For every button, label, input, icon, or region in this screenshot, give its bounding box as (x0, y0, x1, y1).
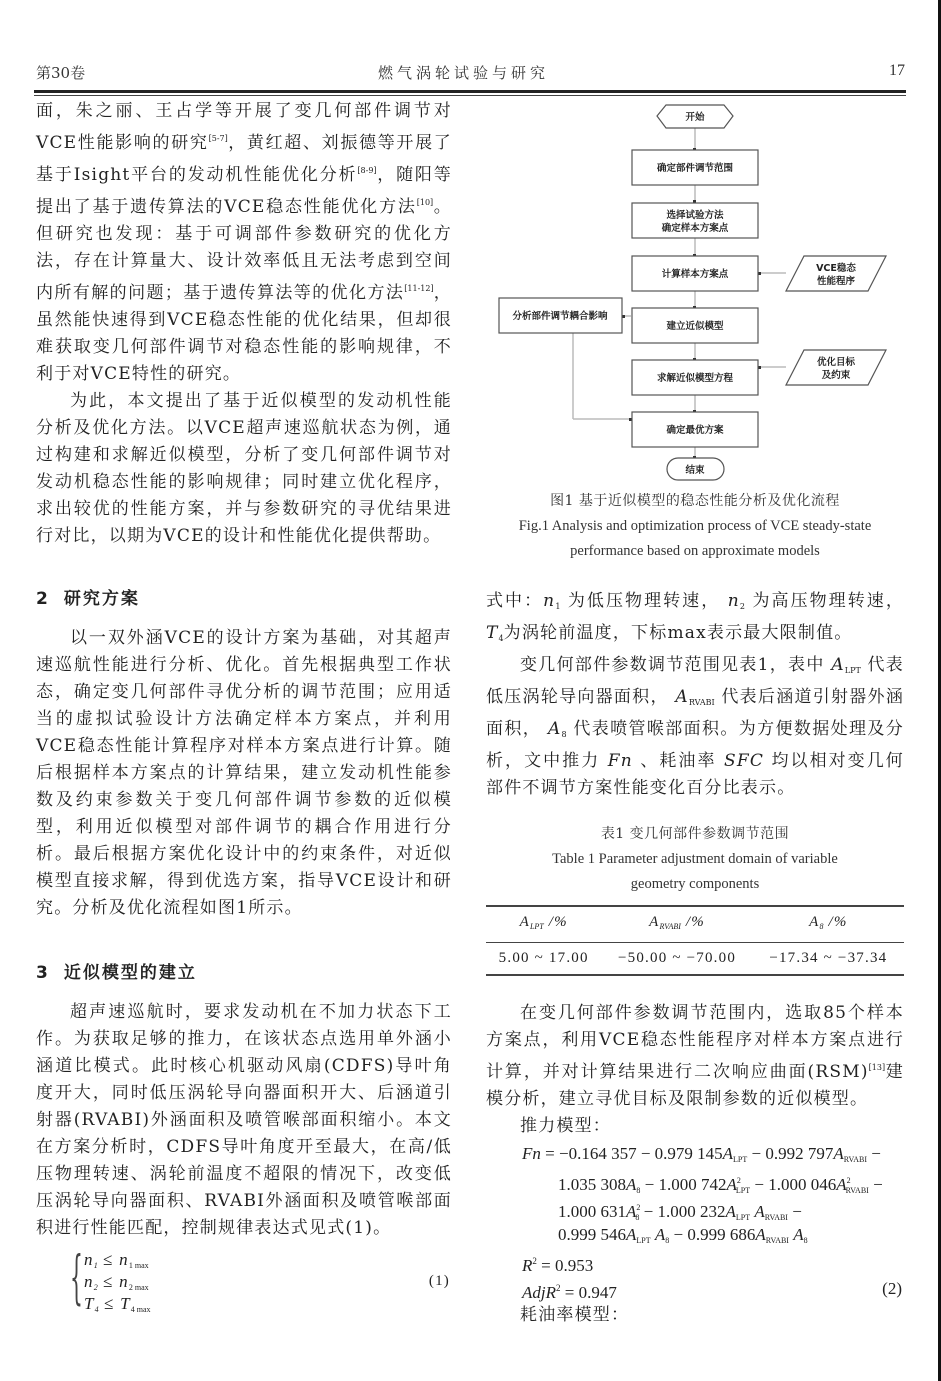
col-header-a8: $A_8$ /% (809, 914, 848, 931)
input1-label-1: VCE稳态 (816, 263, 856, 274)
text-run: ，随阳等提出了基于遗传算法的VCE稳态性能优化方法 (36, 165, 452, 217)
section-number: 3 (36, 963, 50, 983)
equation-2-line-4: 0.999 $546A_{LPT}$ $A_8 - 0.999$ $686A_{RVABI}$ $A_8$ (558, 1225, 808, 1245)
step3-label: 计算样本方案点 (661, 269, 729, 280)
thrust-model-label: 推力模型： (520, 1116, 611, 1136)
table-cell: −17.34 ~ −37.34 (769, 950, 888, 966)
citation-ref[interactable]: [5-7] (208, 134, 228, 143)
step1-label: 确定部件调节范围 (656, 163, 734, 174)
table-caption-cn: 表1 变几何部件参数调节范围 (600, 826, 790, 842)
table-caption-en-2: geometry components (630, 876, 760, 892)
left-column (36, 98, 452, 1316)
intro-paragraph-1 (36, 98, 452, 388)
section-3-heading (36, 960, 452, 987)
table-header-row (486, 906, 904, 943)
citation-ref[interactable]: [10] (416, 198, 434, 207)
end-label: 结束 (685, 465, 705, 476)
step2-label-2: 确定样本方案点 (661, 223, 729, 234)
flowchart (486, 98, 904, 498)
header-journal-title: 燃气涡轮试验与研究 (378, 64, 550, 82)
col-header-a-lpt: $A_{LPT}$ /% (519, 914, 568, 931)
table-cell: −50.00 ~ −70.00 (618, 950, 737, 966)
figure-1 (486, 98, 904, 498)
text-run: 。但研究也发现：基于可调部件参数研究的优化方法，存在计算量大、设计效率低且无法考虑到空间内所有解的问题；基于遗传算法等的优化方法 (36, 197, 452, 303)
equation-2-adjr2: AdjR$^2$ = 0.947 (2) (486, 1275, 904, 1302)
where-paragraph: 式中：$n_1$ 为低压物理转速， $n_2$ 为高压物理转速， $T_4$为涡轮前温度，下标max表示最大限制值。 (486, 591, 905, 643)
intro-paragraph-2: 为此，本文提出了基于近似模型的发动机性能分析及优化方法。以VCE超声速巡航状态为例，通过构建和求解近似模型，分析了变几何部件调节对发动机稳态性能的影响规律；同时建立优化程序，求出较优的性能方案，并与参数研究的寻优结果进行对比，以期为VCE的设计和性能优化提供帮助。 (36, 391, 452, 546)
header-volume: 第30卷 (36, 64, 86, 82)
text-run: ，虽然能快速得到VCE稳态性能的优化结果，但却很难获取变几何部件调节对稳态性能的影响规律，不利于对VCE特性的研究。 (36, 283, 453, 384)
input1-label-2: 性能程序 (816, 276, 856, 287)
table-row (486, 943, 904, 976)
right-column-text (486, 588, 904, 1329)
equation-1-line: $T_4 \le T_{4 max}$ (84, 1294, 151, 1314)
equation-2-line-3: 1.000 $631A^2_8 - 1.000$ $232A_{LPT}$ $A_{RVABI}$ − (558, 1202, 802, 1222)
text-run: 面，朱之丽、王占学等开展了变几何部件调节对VCE性能影响的研究 (36, 101, 452, 153)
citation-ref[interactable]: [8-9] (357, 166, 377, 175)
col-header-a-rvabi: $A_{RVABI}$ /% (649, 914, 705, 931)
figure-caption-en-1: Fig.1 Analysis and optimization process of VCE steady-state (518, 518, 872, 534)
header-rule-thick (34, 90, 906, 93)
input2-label-1: 优化目标 (816, 357, 856, 368)
step2-label-1: 选择试验方法 (666, 210, 724, 221)
text-run: ，黄红超、刘振德等开展了基于Isight平台的发动机性能优化分析 (36, 133, 452, 185)
range-paragraph: 变几何部件参数调节范围见表1，表中 $A_{LPT}$ 代表低压涡轮导向器面积， $A_{RVABI}$ 代表后涵道引射器外涵面积， $A_8$ 代表喷管喉部面积。为方便数据处理及分析，文中推力 Fn 、耗油率 SFC 均以相对变几何部件不调节方案性能变化百分比表示。 (486, 655, 905, 798)
equation-2-r2: $R^2 = 0.953$ (522, 1256, 594, 1275)
sfc-model-label: 耗油率模型： (520, 1305, 630, 1325)
equation-2 (486, 1140, 904, 1302)
start-label: 开始 (685, 112, 705, 123)
sample-paragraph: 在变几何部件参数调节范围内，选取85个样本方案点，利用VCE稳态性能程序对样本方案点进行计算，并对计算结果进行二次响应曲面(RSM)[13]建模分析，建立寻优目标及限制参数的近似模型。 (486, 1003, 904, 1109)
step4-label: 建立近似模型 (666, 321, 724, 332)
table-1 (486, 905, 904, 976)
side-label: 分析部件调节耦合影响 (512, 311, 608, 322)
equation-2-line-2: 1.035 $308A_8 - 1.000$ $742A^2_{LPT} - 1.000$ $046A^2_{RVABI}$ − (558, 1175, 883, 1195)
equation-1-line: $n_1 \le n_{1 max}$ (84, 1250, 149, 1270)
header-page-number: 17 (889, 62, 905, 79)
equation-1-number: (1) (428, 1273, 450, 1289)
section-2-paragraph: 以一双外涵VCE的设计方案为基础，对其超声速巡航性能进行分析、优化。首先根据典型工作状态，确定变几何部件寻优分析的调节范围；应用适当的虚拟试验设计方法确定样本方案点，并利用VCE稳态性能计算程序对样本方案点进行计算。随后根据样本方案点的计算结果，建立发动机性能参数及约束参数关于变几何部件调节参数的近似模型，利用近似模型对部件调节的耦合作用进行分析。最后根据方案优化设计中的约束条件，对近似模型直接求解，得到优选方案，指导VCE设计和研究。分析及优化流程如图1所示。 (36, 628, 452, 918)
step6-label: 确定最优方案 (666, 425, 724, 436)
equation-1 (36, 1243, 452, 1316)
section-number: 2 (36, 589, 50, 609)
equation-1-line: $n_2 \le n_{2 max}$ (84, 1272, 149, 1292)
section-2-heading (36, 586, 452, 613)
section-3-paragraph: 超声速巡航时，要求发动机在不加力状态下工作。为获取足够的推力，在该状态点选用单外涵小涵道比模式。此时核心机驱动风扇(CDFS)导叶角度开大，同时低压涡轮导向器面积开大、后涵道引射器(RVABI)外涵面积及喷管喉部面积缩小。本文在方案分析时，CDFS导叶角度开至最大，在高/低压物理转速、涡轮前温度不超限的情况下，改变低压涡轮导向器面积、RVABI外涵面积及喷管喉部面积进行性能匹配，控制规律表达式见式(1)。 (36, 1002, 452, 1238)
table-cell: 5.00 ~ 17.00 (498, 950, 589, 966)
section-title: 研究方案 (63, 589, 140, 609)
equation-2-number: (2) (882, 1279, 902, 1298)
equation-2-line-1: Fn = −0.164 357 − 0.979 $145A_{LPT} - 0.992$ $797A_{RVABI}$ − (522, 1144, 881, 1164)
brace-symbol: { (70, 1243, 84, 1311)
table-caption-en-1: Table 1 Parameter adjustment domain of variable (552, 851, 838, 867)
input2-label-2: 及约束 (821, 370, 851, 381)
figure-caption-cn: 图1 基于近似模型的稳态性能分析及优化流程 (550, 493, 840, 509)
figure-caption-en-2: performance based on approximate models (570, 543, 820, 559)
section-title: 近似模型的建立 (63, 963, 197, 983)
header-rule-thin (34, 95, 906, 96)
figure-1-caption (486, 489, 904, 564)
citation-ref[interactable]: [11-12] (404, 284, 434, 293)
step5-label: 求解近似模型方程 (656, 373, 734, 384)
